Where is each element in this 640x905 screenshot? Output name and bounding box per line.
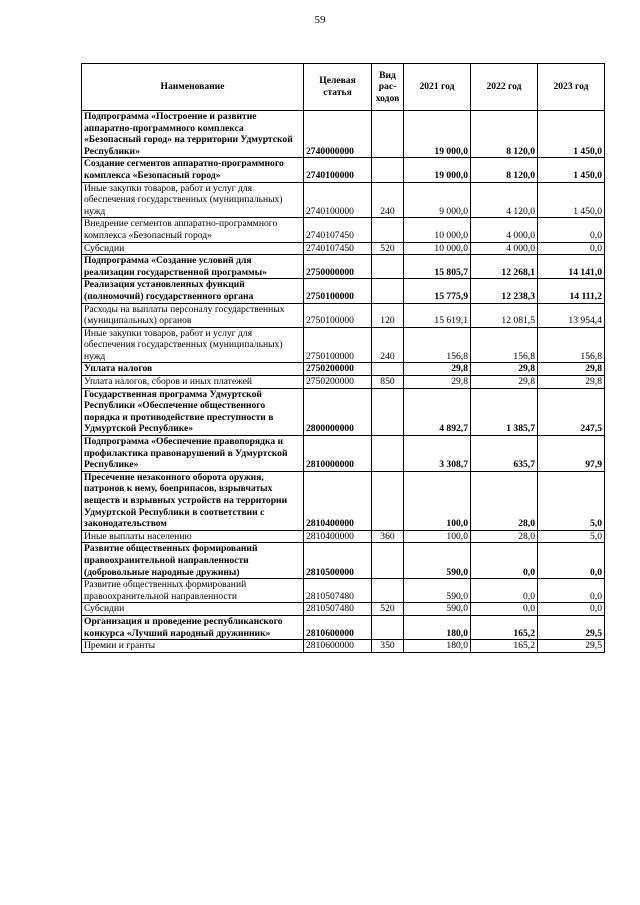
row-value-2023: 247,5 xyxy=(538,388,605,435)
row-value-2021: 590,0 xyxy=(404,579,471,603)
table-header xyxy=(82,64,605,111)
row-value-2023: 97,9 xyxy=(538,436,605,472)
row-name: Подпрограмма «Обеспечение правопорядка и профилактика правонарушений в Удмуртской Республике» xyxy=(82,436,304,472)
row-vid xyxy=(372,579,404,603)
row-name: Премии и гранты xyxy=(82,640,304,653)
table-row xyxy=(82,615,605,639)
row-target-code: 2810000000 xyxy=(304,436,372,472)
row-name: Внедрение сегментов аппаратно-программного комплекса «Безопасный город» xyxy=(82,218,304,242)
row-vid xyxy=(372,158,404,182)
row-value-2022: 4 000,0 xyxy=(471,218,538,242)
row-value-2023: 156,8 xyxy=(538,327,605,363)
table-row xyxy=(82,182,605,218)
row-value-2021: 15 619,1 xyxy=(404,303,471,327)
row-name: Пресечение незаконного оборота оружия, патронов к нему, боеприпасов, взрывчатых веществ и взрывных устройств на территории Удмуртской Республики в соответствии с законодательством xyxy=(82,471,304,530)
row-target-code: 2810600000 xyxy=(304,615,372,639)
row-value-2023: 5,0 xyxy=(538,471,605,530)
row-value-2023: 1 450,0 xyxy=(538,182,605,218)
row-vid: 520 xyxy=(372,242,404,255)
row-value-2023: 29,5 xyxy=(538,615,605,639)
header-vid: Вид рас-ходов xyxy=(372,64,404,111)
row-vid xyxy=(372,388,404,435)
row-value-2021: 15 805,7 xyxy=(404,255,471,279)
table-row xyxy=(82,543,605,579)
row-name: Иные закупки товаров, работ и услуг для обеспечения государственных (муниципальных) нужд xyxy=(82,182,304,218)
row-name: Организация и проведение республиканского конкурса «Лучший народный дружинник» xyxy=(82,615,304,639)
row-name: Развитие общественных формирований правоохранительной направленности (добровольные народные дружины) xyxy=(82,543,304,579)
row-value-2023: 0,0 xyxy=(538,579,605,603)
row-value-2022: 29,8 xyxy=(471,363,538,376)
header-2023: 2023 год xyxy=(538,64,605,111)
table-row xyxy=(82,218,605,242)
row-name: Субсидии xyxy=(82,603,304,616)
row-vid: 520 xyxy=(372,603,404,616)
row-value-2021: 180,0 xyxy=(404,615,471,639)
row-target-code: 2810600000 xyxy=(304,640,372,653)
row-value-2022: 8 120,0 xyxy=(471,158,538,182)
row-value-2021: 590,0 xyxy=(404,603,471,616)
row-value-2023: 14 111,2 xyxy=(538,279,605,303)
table-row xyxy=(82,640,605,653)
row-value-2023: 0,0 xyxy=(538,543,605,579)
row-name: Субсидии xyxy=(82,242,304,255)
row-value-2022: 29,8 xyxy=(471,376,538,389)
row-name: Иные закупки товаров, работ и услуг для обеспечения государственных (муниципальных) нужд xyxy=(82,327,304,363)
row-target-code: 2750200000 xyxy=(304,363,372,376)
row-value-2022: 1 385,7 xyxy=(471,388,538,435)
row-value-2023: 0,0 xyxy=(538,242,605,255)
row-target-code: 2810400000 xyxy=(304,471,372,530)
row-vid xyxy=(372,436,404,472)
row-name: Расходы на выплаты персоналу государственных (муниципальных) органов xyxy=(82,303,304,327)
row-target-code: 2750100000 xyxy=(304,327,372,363)
row-value-2021: 10 000,0 xyxy=(404,218,471,242)
row-value-2022: 165,2 xyxy=(471,615,538,639)
row-value-2022: 28,0 xyxy=(471,530,538,543)
row-target-code: 2740107450 xyxy=(304,218,372,242)
header-target: Целевая статья xyxy=(304,64,372,111)
row-target-code: 2740100000 xyxy=(304,158,372,182)
table-row xyxy=(82,388,605,435)
row-target-code: 2740100000 xyxy=(304,182,372,218)
row-name: Подпрограмма «Создание условий для реализации государственной программы» xyxy=(82,255,304,279)
row-value-2021: 590,0 xyxy=(404,543,471,579)
row-value-2022: 635,7 xyxy=(471,436,538,472)
row-name: Государственная программа Удмуртской Республики «Обеспечение общественного порядка и противодействие преступности в Удмуртской Республике» xyxy=(82,388,304,435)
header-2021: 2021 год xyxy=(404,64,471,111)
row-target-code: 2740000000 xyxy=(304,111,372,158)
row-value-2021: 4 892,7 xyxy=(404,388,471,435)
row-vid xyxy=(372,543,404,579)
table-body xyxy=(82,111,605,653)
row-value-2021: 19 000,0 xyxy=(404,111,471,158)
table-row xyxy=(82,327,605,363)
table-row xyxy=(82,111,605,158)
table-row xyxy=(82,530,605,543)
row-value-2022: 4 120,0 xyxy=(471,182,538,218)
row-target-code: 2750200000 xyxy=(304,376,372,389)
row-vid: 240 xyxy=(372,327,404,363)
row-value-2023: 29,8 xyxy=(538,363,605,376)
row-value-2021: 100,0 xyxy=(404,530,471,543)
row-value-2022: 4 000,0 xyxy=(471,242,538,255)
row-vid xyxy=(372,255,404,279)
row-value-2022: 0,0 xyxy=(471,579,538,603)
table-row xyxy=(82,242,605,255)
row-value-2023: 0,0 xyxy=(538,218,605,242)
row-value-2021: 29,8 xyxy=(404,363,471,376)
row-name: Уплата налогов, сборов и иных платежей xyxy=(82,376,304,389)
row-target-code: 2810507480 xyxy=(304,603,372,616)
row-value-2022: 12 238,3 xyxy=(471,279,538,303)
row-value-2021: 19 000,0 xyxy=(404,158,471,182)
row-name: Иные выплаты населению xyxy=(82,530,304,543)
row-vid xyxy=(372,111,404,158)
row-value-2022: 28,0 xyxy=(471,471,538,530)
row-value-2022: 0,0 xyxy=(471,603,538,616)
row-value-2023: 14 141,0 xyxy=(538,255,605,279)
row-value-2023: 5,0 xyxy=(538,530,605,543)
row-vid: 350 xyxy=(372,640,404,653)
header-name: Наименование xyxy=(82,64,304,111)
row-vid: 850 xyxy=(372,376,404,389)
row-vid xyxy=(372,615,404,639)
row-value-2023: 13 954,4 xyxy=(538,303,605,327)
row-value-2021: 156,8 xyxy=(404,327,471,363)
row-name: Подпрограмма «Построение и развитие аппаратно-программного комплекса «Безопасный город» на территории Удмуртской Республики» xyxy=(82,111,304,158)
row-value-2022: 12 268,1 xyxy=(471,255,538,279)
row-target-code: 2750100000 xyxy=(304,303,372,327)
table-row xyxy=(82,363,605,376)
table-row xyxy=(82,158,605,182)
row-value-2022: 8 120,0 xyxy=(471,111,538,158)
header-2022: 2022 год xyxy=(471,64,538,111)
row-target-code: 2800000000 xyxy=(304,388,372,435)
row-value-2021: 180,0 xyxy=(404,640,471,653)
row-name: Развитие общественных формирований правоохранительной направленности xyxy=(82,579,304,603)
table-row xyxy=(82,579,605,603)
table-row xyxy=(82,303,605,327)
table-row xyxy=(82,279,605,303)
row-value-2021: 15 775,9 xyxy=(404,279,471,303)
row-value-2022: 12 081,5 xyxy=(471,303,538,327)
row-value-2023: 1 450,0 xyxy=(538,111,605,158)
row-target-code: 2810507480 xyxy=(304,579,372,603)
table-row xyxy=(82,376,605,389)
row-value-2021: 9 000,0 xyxy=(404,182,471,218)
row-value-2023: 0,0 xyxy=(538,603,605,616)
row-value-2021: 3 308,7 xyxy=(404,436,471,472)
row-vid: 240 xyxy=(372,182,404,218)
row-target-code: 2740107450 xyxy=(304,242,372,255)
row-value-2022: 156,8 xyxy=(471,327,538,363)
row-value-2021: 100,0 xyxy=(404,471,471,530)
row-value-2022: 165,2 xyxy=(471,640,538,653)
row-value-2023: 29,5 xyxy=(538,640,605,653)
row-target-code: 2750100000 xyxy=(304,279,372,303)
row-vid xyxy=(372,218,404,242)
table-row xyxy=(82,436,605,472)
row-name: Реализация установленных функций (полномочий) государственного органа xyxy=(82,279,304,303)
budget-table xyxy=(81,63,605,653)
row-value-2021: 29,8 xyxy=(404,376,471,389)
row-vid xyxy=(372,471,404,530)
row-value-2023: 29,8 xyxy=(538,376,605,389)
row-target-code: 2810500000 xyxy=(304,543,372,579)
row-vid: 120 xyxy=(372,303,404,327)
row-target-code: 2810400000 xyxy=(304,530,372,543)
page-number: 59 xyxy=(314,14,326,26)
row-value-2022: 0,0 xyxy=(471,543,538,579)
row-vid xyxy=(372,363,404,376)
row-value-2023: 1 450,0 xyxy=(538,158,605,182)
table-row xyxy=(82,603,605,616)
row-vid xyxy=(372,279,404,303)
row-value-2021: 10 000,0 xyxy=(404,242,471,255)
table-row xyxy=(82,255,605,279)
row-name: Уплата налогов xyxy=(82,363,304,376)
row-vid: 360 xyxy=(372,530,404,543)
row-target-code: 2750000000 xyxy=(304,255,372,279)
row-name: Создание сегментов аппаратно-программного комплекса «Безопасный город» xyxy=(82,158,304,182)
table-row xyxy=(82,471,605,530)
